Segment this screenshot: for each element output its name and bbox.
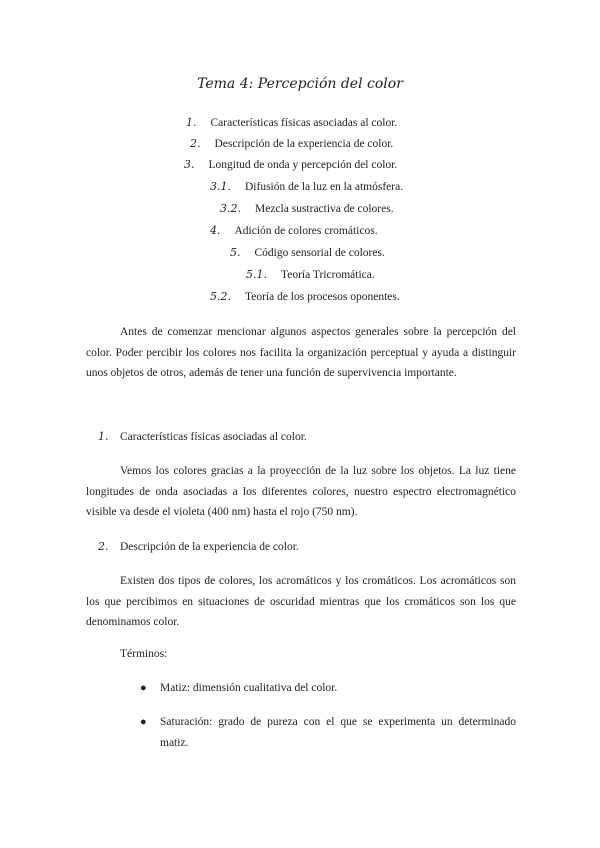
toc-label: Difusión de la luz en la atmósfera. bbox=[245, 181, 404, 193]
section-title: Características físicas asociadas al color. bbox=[120, 431, 307, 443]
section-1-paragraph: Vemos los colores gracias a la proyección de la luz sobre los objetos. La luz tiene longitudes de onda asociadas a los diferentes colores, nuestro espectro electromagnético visible va desde el violeta (400 nm) hasta el rojo (750 nm). bbox=[86, 465, 516, 518]
toc-item bbox=[210, 180, 403, 193]
toc-item bbox=[184, 158, 397, 171]
section-2-heading bbox=[98, 540, 299, 553]
toc-label: Mezcla sustractiva de colores. bbox=[255, 203, 394, 215]
bullet-icon: ● bbox=[140, 682, 147, 694]
toc-label: Descripción de la experiencia de color. bbox=[214, 138, 394, 150]
list-item bbox=[140, 712, 516, 753]
toc-number: 5. bbox=[230, 246, 241, 259]
toc-item bbox=[230, 246, 385, 259]
section-number: 2. bbox=[98, 540, 109, 553]
toc-number: 3.1. bbox=[210, 180, 231, 193]
toc-item bbox=[246, 268, 375, 281]
toc-item bbox=[186, 116, 397, 129]
toc-number: 3. bbox=[184, 158, 195, 171]
toc-number: 2. bbox=[190, 137, 201, 150]
toc-item bbox=[190, 137, 393, 150]
toc-label: Longitud de onda y percepción del color. bbox=[208, 159, 398, 171]
section-number: 1. bbox=[98, 430, 109, 443]
section-1-heading bbox=[98, 430, 307, 443]
toc-item bbox=[210, 290, 400, 303]
toc-label: Características físicas asociadas al color. bbox=[210, 117, 398, 129]
toc-label: Teoría de los procesos oponentes. bbox=[245, 291, 400, 303]
intro-paragraph: Antes de comenzar mencionar algunos aspectos generales sobre la percepción del color. Poder percibir los colores nos facilita la organización perceptual y ayuda a distinguir unos objetos de otros, además de tener una función de supervivencia importante. bbox=[86, 326, 516, 379]
list-item-text: Matiz: dimensión cualitativa del color. bbox=[160, 682, 338, 694]
toc-number: 5.2. bbox=[210, 290, 231, 303]
list-item bbox=[140, 678, 516, 699]
terms-label: Términos: bbox=[120, 648, 168, 660]
toc-number: 3.2. bbox=[220, 202, 241, 215]
toc-item bbox=[220, 202, 394, 215]
toc-label: Código sensorial de colores. bbox=[254, 247, 385, 259]
page-title: Tema 4: Percepción del color bbox=[197, 76, 403, 92]
toc-label: Adición de colores cromáticos. bbox=[234, 225, 378, 237]
section-2-paragraph: Existen dos tipos de colores, los acromáticos y los cromáticos. Los acromáticos son los que percibimos en situaciones de oscuridad mientras que los cromáticos son los que denominamos color. bbox=[86, 575, 516, 628]
toc-item bbox=[210, 224, 378, 237]
toc-number: 5.1. bbox=[246, 268, 267, 281]
bullet-icon: ● bbox=[140, 716, 147, 728]
toc-number: 1. bbox=[186, 116, 197, 129]
toc-label: Teoría Tricromática. bbox=[281, 269, 375, 281]
toc-number: 4. bbox=[210, 224, 221, 237]
list-item-text: Saturación: grado de pureza con el que se experimenta un determinado matiz. bbox=[160, 716, 516, 749]
section-title: Descripción de la experiencia de color. bbox=[120, 541, 299, 553]
